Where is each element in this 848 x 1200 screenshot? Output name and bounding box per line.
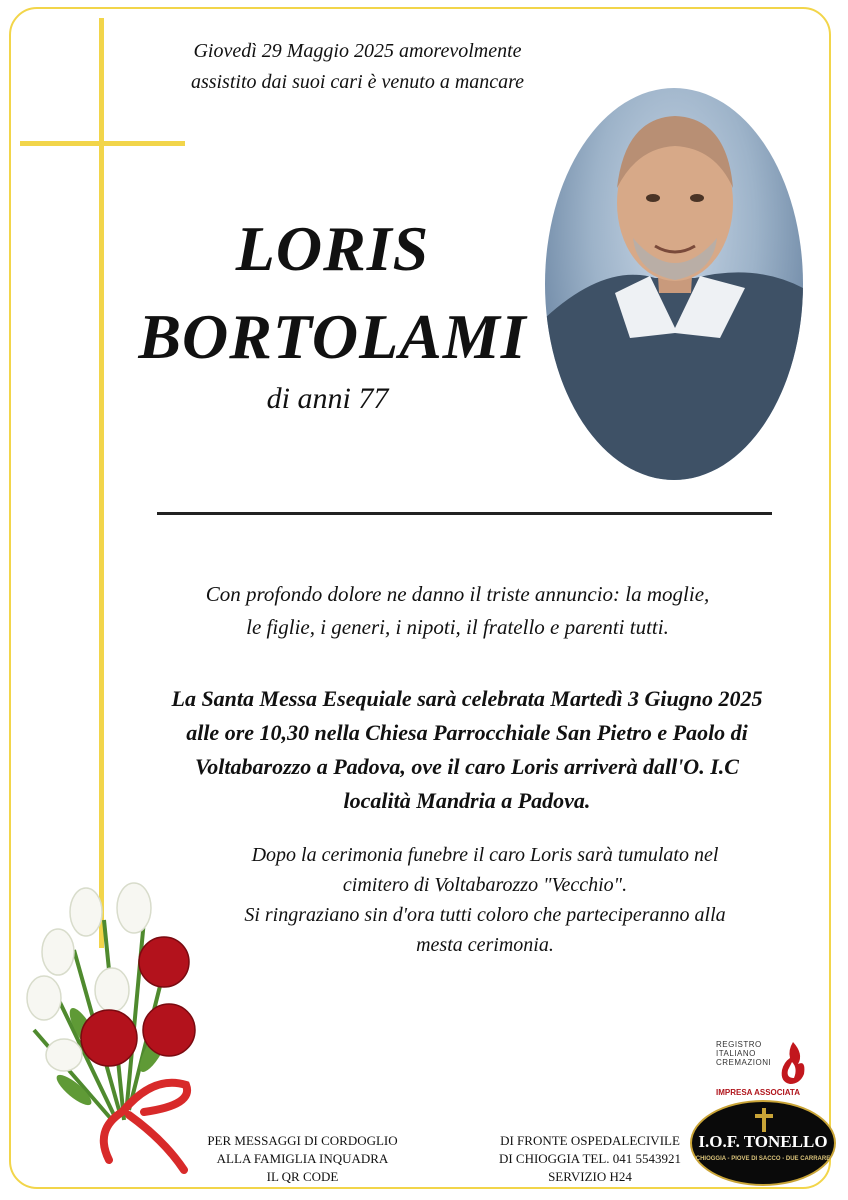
announcement-line-1: Con profondo dolore ne danno il triste annuncio: la moglie, [205, 582, 710, 606]
cross-vertical-bar [99, 18, 104, 948]
footer-left-line-2: ALLA FAMIGLIA INQUADRA [216, 1151, 389, 1166]
ric-line-2: ITALIANO [716, 1049, 756, 1058]
footer-mid-line-2: DI CHIOGGIA TEL. 041 5543921 [498, 1151, 682, 1166]
burial-line-2: cimitero di Voltabarozzo "Vecchio". [342, 874, 628, 896]
burial-line-1: Dopo la cerimonia funebre il caro Loris sarà tumulato nel [251, 844, 719, 866]
footer-left-line-1: PER MESSAGGI DI CORDOGLIO [207, 1133, 398, 1148]
mass-line-3: Voltabarozzo a Padova, ove il caro Loris arriverà dall'O. I.C [195, 754, 739, 779]
footer-left-line-3: IL QR CODE [266, 1169, 339, 1184]
cross-logo-icon [755, 1108, 773, 1132]
ric-associated-label: IMPRESA ASSOCIATA [716, 1088, 801, 1097]
burial-line-3: Si ringraziano sin d'ora tutti coloro che parteciperanno alla [244, 904, 726, 926]
burial-text [160, 840, 810, 960]
cross-horizontal-bar [20, 141, 185, 146]
footer-mid-line-3: SERVIZIO H24 [548, 1169, 632, 1184]
funeral-home-name: I.O.F. TONELLO [698, 1132, 828, 1151]
footer-contact [485, 1132, 695, 1186]
announcement-line-2: le figlie, i generi, i nipoti, il fratello e parenti tutti. [246, 615, 669, 639]
cremation-registry-logo [716, 1040, 812, 1096]
flame-icon [776, 1040, 810, 1086]
intro-line-2: assistito dai suoi cari è venuto a mancare [190, 71, 525, 93]
section-divider [157, 512, 772, 515]
footer-qr-note [195, 1132, 410, 1186]
portrait-photo [545, 88, 803, 480]
deceased-name [100, 205, 565, 381]
mass-details [118, 682, 816, 818]
mass-line-4: località Mandria a Padova. [343, 788, 591, 813]
flower-bouquet-icon [14, 880, 214, 1180]
intro-text [130, 36, 585, 98]
announcement-text [120, 578, 795, 644]
footer-mid-line-1: DI FRONTE OSPEDALECIVILE [500, 1133, 680, 1148]
funeral-home-locations: CHIOGGIA - PIOVE DI SACCO - DUE CARRARE [695, 1156, 831, 1162]
ric-line-3: CREMAZIONI [716, 1058, 772, 1067]
first-name: LORIS [235, 213, 430, 284]
mass-line-1: La Santa Messa Esequiale sarà celebrata Martedì 3 Giugno 2025 [171, 686, 763, 711]
funeral-home-logo [690, 1100, 836, 1186]
intro-line-1: Giovedì 29 Maggio 2025 amorevolmente [193, 40, 522, 62]
burial-line-4: mesta cerimonia. [416, 934, 554, 956]
deceased-age: di anni 77 [266, 382, 389, 415]
last-name: BORTOLAMI [138, 301, 527, 372]
mass-line-2: alle ore 10,30 nella Chiesa Parrocchiale San Pietro e Paolo di [186, 720, 748, 745]
portrait-illustration [545, 88, 803, 480]
ric-line-1: REGISTRO [716, 1040, 762, 1049]
